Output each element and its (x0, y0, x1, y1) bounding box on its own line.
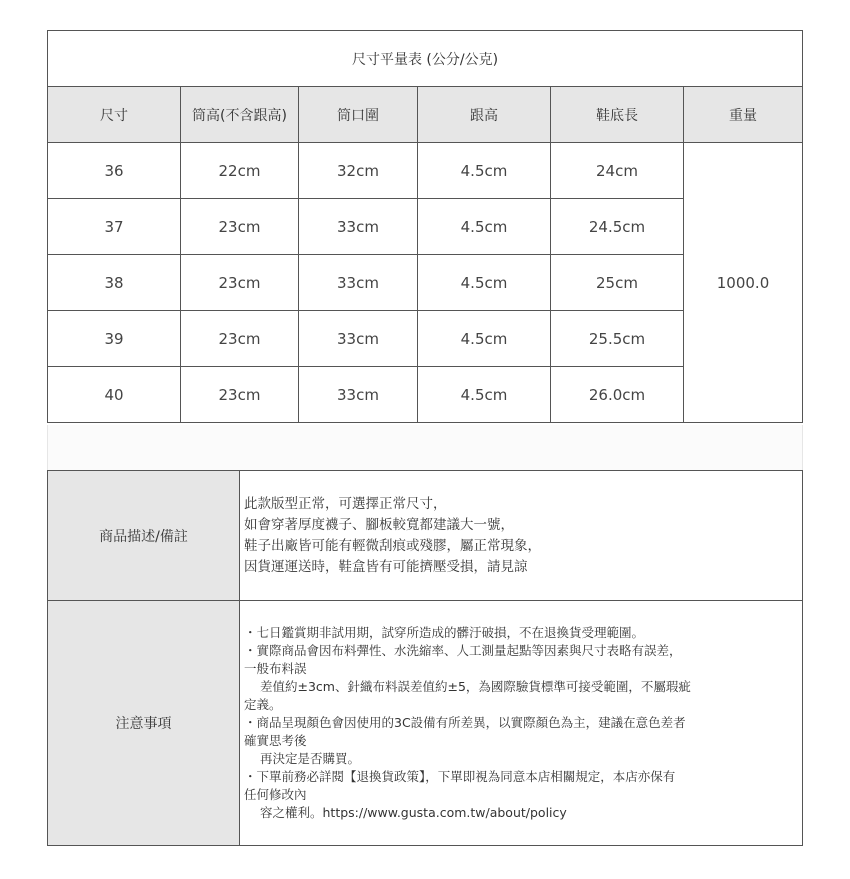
cell-shaft-height: 23cm (181, 255, 299, 311)
cell-sole-length: 24cm (551, 143, 684, 199)
cell-size: 38 (48, 255, 181, 311)
header-shaft-circumference: 筒口圍 (299, 87, 418, 143)
section-spacer (47, 425, 803, 470)
notes-line: 定義。 (244, 697, 282, 712)
cell-heel-height: 4.5cm (418, 255, 551, 311)
cell-shaft-height: 23cm (181, 367, 299, 423)
notes-label: 注意事項 (48, 601, 240, 846)
cell-sole-length: 24.5cm (551, 199, 684, 255)
cell-size: 37 (48, 199, 181, 255)
notes-line: 差值約±3cm、針織布料誤差值約±5，為國際驗貨標準可接受範圍，不屬瑕疵 (260, 679, 691, 694)
notes-row (48, 601, 803, 846)
description-line: 此款版型正常，可選擇正常尺寸， (244, 495, 447, 512)
description-line: 鞋子出廠皆可能有輕微刮痕或殘膠，屬正常現象， (244, 537, 541, 554)
notes-line: 一般布料誤 (244, 661, 307, 676)
cell-size: 40 (48, 367, 181, 423)
notes-line: 確實思考後 (244, 733, 307, 748)
cell-sole-length: 26.0cm (551, 367, 684, 423)
product-info-table (47, 470, 803, 846)
description-text (240, 471, 803, 601)
header-heel-height: 跟高 (418, 87, 551, 143)
table-row (48, 143, 803, 199)
policy-link-line: 容之權利。https://www.gusta.com.tw/about/policy (260, 805, 567, 820)
notes-line: ・下單前務必詳閱【退換貨政策】，下單即視為同意本店相關規定，本店亦保有 (244, 769, 676, 784)
cell-shaft-height: 22cm (181, 143, 299, 199)
notes-line: ・商品呈現顏色會因使用的3C設備有所差異，以實際顏色為主，建議在意色差者 (244, 715, 686, 730)
cell-size: 39 (48, 311, 181, 367)
description-label: 商品描述/備註 (48, 471, 240, 601)
size-chart-header-row (48, 87, 803, 143)
cell-heel-height: 4.5cm (418, 143, 551, 199)
notes-line: 再決定是否購買。 (260, 751, 361, 766)
cell-shaft-circumference: 33cm (299, 255, 418, 311)
cell-heel-height: 4.5cm (418, 199, 551, 255)
description-line: 如會穿著厚度襪子、腳板較寬都建議大一號， (244, 516, 514, 533)
notes-text (240, 601, 803, 846)
notes-line: 任何修改內 (244, 787, 307, 802)
cell-shaft-height: 23cm (181, 311, 299, 367)
size-chart-table (47, 30, 803, 423)
cell-shaft-circumference: 32cm (299, 143, 418, 199)
header-sole-length: 鞋底長 (551, 87, 684, 143)
cell-shaft-height: 23cm (181, 199, 299, 255)
cell-weight: 1000.0 (684, 143, 803, 423)
cell-heel-height: 4.5cm (418, 311, 551, 367)
description-row (48, 471, 803, 601)
cell-shaft-circumference: 33cm (299, 311, 418, 367)
notes-line: ・實際商品會因布料彈性、水洗縮率、人工測量起點等因素與尺寸表略有誤差， (244, 643, 682, 658)
header-size: 尺寸 (48, 87, 181, 143)
header-weight: 重量 (684, 87, 803, 143)
cell-heel-height: 4.5cm (418, 367, 551, 423)
cell-shaft-circumference: 33cm (299, 199, 418, 255)
cell-sole-length: 25cm (551, 255, 684, 311)
cell-shaft-circumference: 33cm (299, 367, 418, 423)
cell-size: 36 (48, 143, 181, 199)
header-shaft-height: 筒高(不含跟高) (181, 87, 299, 143)
cell-sole-length: 25.5cm (551, 311, 684, 367)
description-line: 因貨運運送時，鞋盒皆有可能擠壓受損，請見諒 (244, 558, 528, 575)
notes-line: ・七日鑑賞期非試用期，試穿所造成的髒汙破損，不在退換貨受理範圍。 (244, 625, 645, 640)
size-chart-title: 尺寸平量表 (公分/公克) (48, 31, 803, 87)
